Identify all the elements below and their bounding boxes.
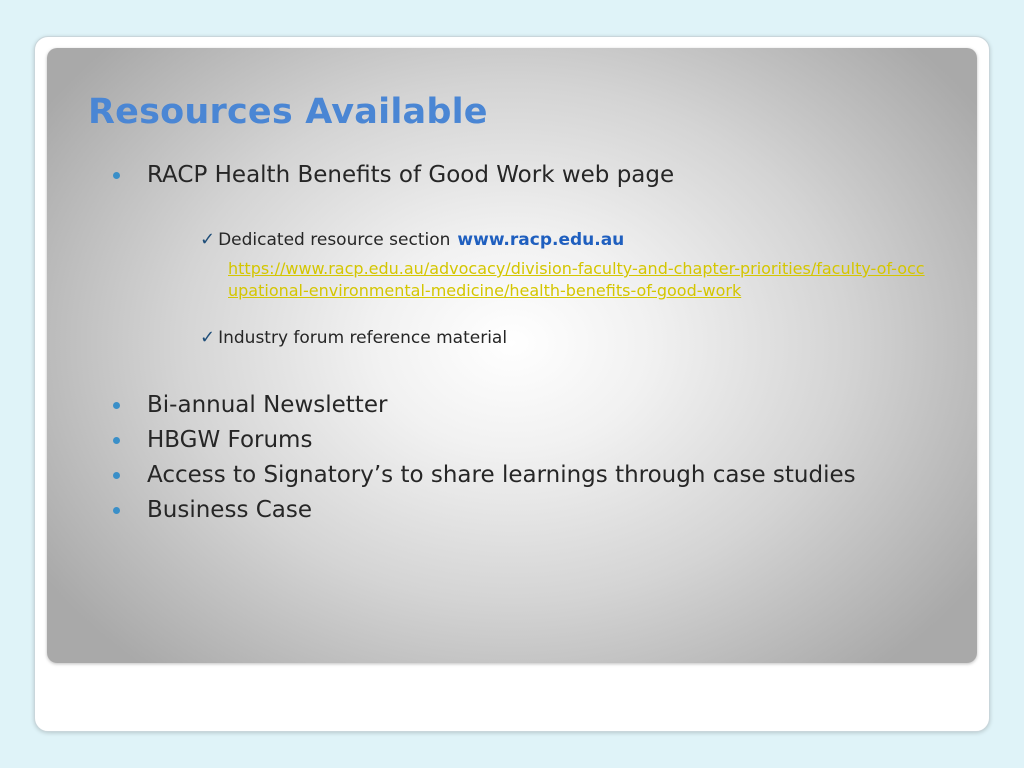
bullet-text: RACP Health Benefits of Good Work web page — [147, 162, 675, 188]
sub-item-text: Dedicated resource section — [218, 230, 451, 250]
bullet-item — [113, 392, 387, 418]
sub-item-text: Industry forum reference material — [218, 328, 508, 348]
bullet-dot-icon — [113, 402, 120, 409]
bullet-text: Business Case — [147, 497, 313, 523]
bullet-text: Access to Signatory’s to share learnings through case studies — [147, 462, 856, 488]
resource-url-link[interactable]: https://www.racp.edu.au/advocacy/division-faculty-and-chapter-priorities/faculty-of-occupational-environmental-medicine/health-benefits-of-good-work — [228, 259, 925, 300]
bullet-text: Bi-annual Newsletter — [147, 392, 388, 418]
bullet-dot-icon — [113, 437, 120, 444]
slide-title: Resources Available — [88, 92, 488, 132]
bullet-dot-icon — [113, 472, 120, 479]
bullet-item — [113, 427, 312, 453]
bullet-text: HBGW Forums — [147, 427, 313, 453]
checkmark-icon: ✓ — [200, 327, 216, 348]
sub-item-industry-forum — [200, 327, 507, 348]
slide-content-panel — [47, 48, 977, 663]
bullet-item — [113, 462, 856, 488]
bullet-dot-icon — [113, 507, 120, 514]
checkmark-icon: ✓ — [200, 229, 216, 250]
sub-item-dedicated-resource — [200, 229, 624, 250]
racp-domain-link[interactable]: www.racp.edu.au — [457, 230, 625, 250]
bullet-item — [113, 497, 312, 523]
bullet-item — [113, 162, 674, 188]
bullet-dot-icon — [113, 172, 120, 179]
